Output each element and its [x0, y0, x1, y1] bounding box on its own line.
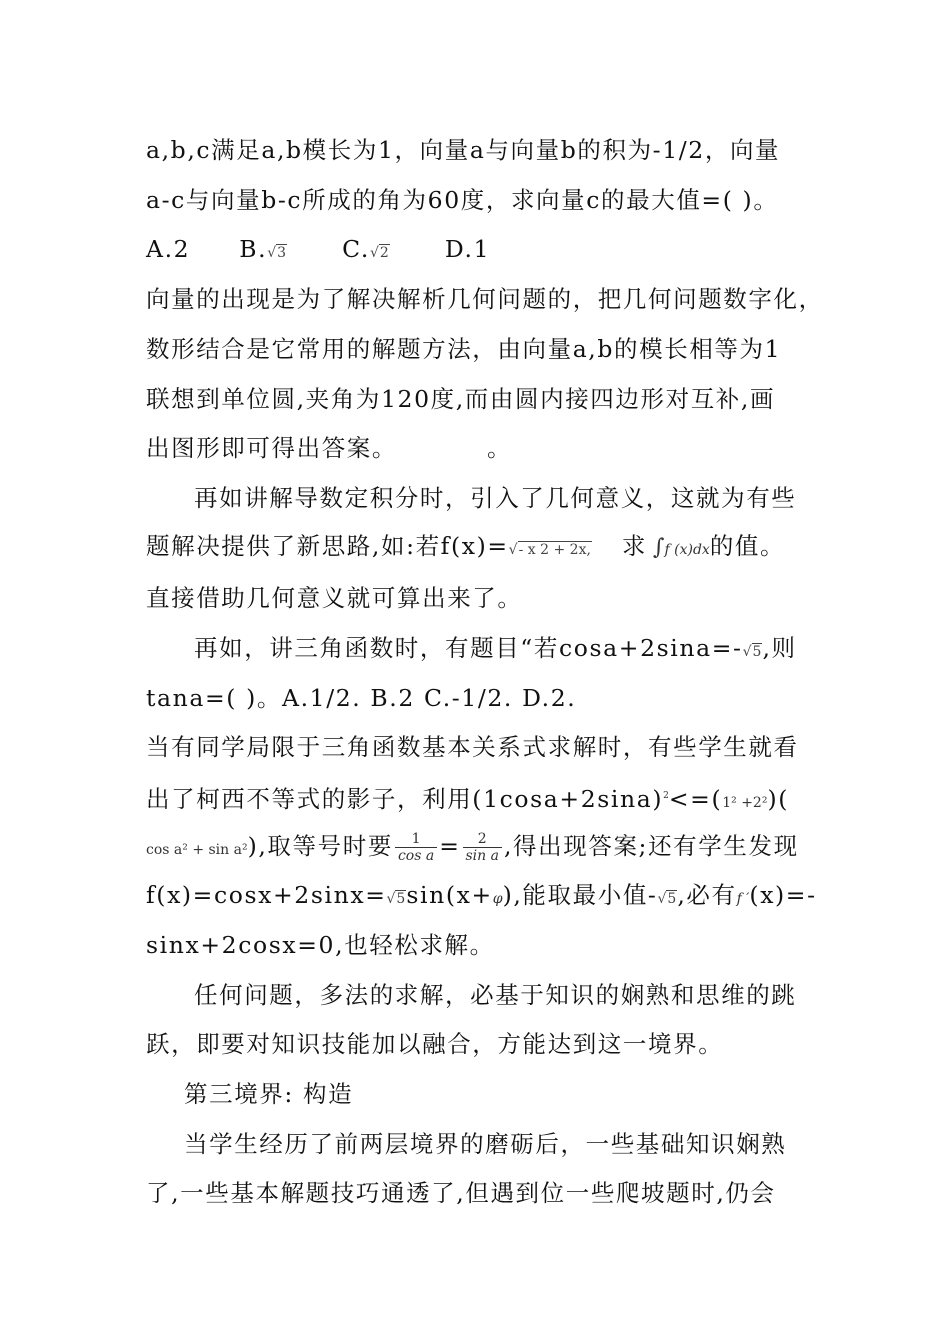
text-segment: f(x)=cosx+2sinx=: [146, 881, 387, 909]
text-line: [146, 433, 512, 463]
text-line: [146, 831, 799, 865]
text-line: sinx+2cosx=0,也轻松求解。: [146, 931, 495, 959]
text-segment: =: [439, 832, 461, 860]
sqrt-formula: √- x 2 + 2x,: [508, 542, 591, 558]
math-term: cos a² + sin a²: [146, 842, 248, 858]
text-line: 当有同学局限于三角函数基本关系式求解时，有些学生就看: [146, 733, 799, 761]
text-segment: ,必有: [677, 881, 737, 909]
option-d: D.1: [444, 235, 491, 263]
option-c: C.: [342, 235, 370, 263]
phi-symbol: φ: [492, 891, 503, 907]
text-segment: 求: [621, 532, 648, 560]
text-line: 直接借助几何意义就可算出来了。: [146, 584, 523, 612]
text-segment: sin(x+: [406, 881, 493, 909]
section-heading: 第三境界: 构造: [184, 1080, 354, 1108]
derivative-symbol: f ′: [736, 891, 750, 907]
text-line: 跃，即要对知识技能加以融合，方能达到这一境界。: [146, 1030, 724, 1058]
text-segment: 出图形即可得出答案。: [146, 434, 397, 462]
text-line: 了,一些基本解题技巧通透了,但遇到位一些爬坡题时,仍会: [146, 1179, 776, 1207]
text-line: 联想到单位圆,夹角为120度,而由圆内接四边形对互补,画: [146, 385, 776, 413]
text-segment: 再如，讲三角函数时，有题目“若cosa+2sina=-: [194, 634, 743, 662]
fraction: $\frac{1}{\text{cos a}}$: [395, 831, 437, 864]
math-term: 1² +2²: [722, 794, 768, 811]
text-segment: 题解决提供了新思路,如:若f(x)=: [146, 532, 509, 560]
sqrt-symbol: √5: [386, 891, 406, 907]
text-segment: ,则: [762, 634, 797, 662]
text-line: a,b,c满足a,b模长为1，向量a与向量b的积为-1/2，向量: [146, 136, 781, 164]
text-segment: )(: [767, 784, 790, 813]
text-segment: 出了柯西不等式的影子，利用(1cosa+2sina): [146, 784, 664, 813]
paragraph-start: 当学生经历了前两层境界的磨砺后，一些基础知识娴熟: [184, 1130, 787, 1158]
text-line: 数形结合是它常用的解题方法，由向量a,b的模长相等为1: [146, 335, 782, 363]
fraction: $\frac{2}{\text{sin a}}$: [463, 831, 502, 864]
text-segment: ,得出现答案;还有学生发现: [503, 832, 799, 860]
text-segment: (x)=-: [749, 881, 817, 909]
text-segment: 。: [487, 434, 513, 462]
integrand: f (x)dx: [664, 542, 710, 558]
sqrt-symbol: √2: [369, 245, 389, 261]
paragraph-start: 再如讲解导数定积分时，引入了几何意义，这就为有些: [194, 484, 797, 512]
text-line: a-c与向量b-c所成的角为60度，求向量c的最大值=( )。: [146, 186, 779, 214]
integral-symbol: ∫: [653, 535, 665, 560]
superscript: 2: [663, 791, 669, 801]
text-line: tana=( )。A.1/2. B.2 C.-1/2. D.2.: [146, 684, 577, 712]
text-segment: ),取等号时要: [247, 832, 393, 860]
option-b: B.: [239, 235, 268, 263]
text-segment: ),能取最小值-: [502, 881, 658, 909]
answer-options-line: [146, 234, 490, 268]
sqrt-symbol: √3: [267, 245, 287, 261]
text-line: [146, 531, 785, 565]
paragraph-start: 任何问题，多法的求解，必基于知识的娴熟和思维的跳: [194, 981, 797, 1009]
paragraph-start: [194, 633, 797, 667]
sqrt-symbol: √5: [657, 891, 677, 907]
text-segment: 的值。: [709, 532, 786, 560]
text-line: [146, 781, 789, 818]
text-segment: <=(: [668, 784, 723, 813]
sqrt-symbol: √5: [742, 644, 762, 660]
text-line: [146, 880, 817, 914]
text-line: 向量的出现是为了解决解析几何问题的，把几何问题数字化，: [146, 285, 824, 313]
option-a: A.2: [146, 235, 191, 263]
